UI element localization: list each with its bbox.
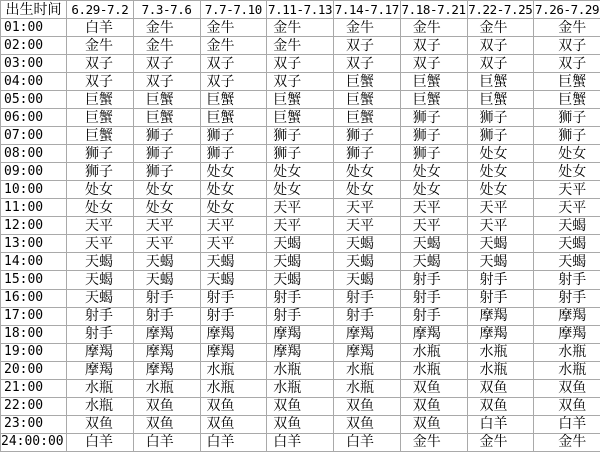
zodiac-sign-cell: 双鱼 <box>334 397 401 415</box>
zodiac-sign-cell: 射手 <box>467 271 534 289</box>
date-range-header: 6.29-7.2 <box>67 1 134 19</box>
zodiac-sign-cell: 狮子 <box>133 163 200 181</box>
table-row <box>1 19 600 37</box>
zodiac-sign-cell: 处女 <box>200 163 267 181</box>
zodiac-sign-cell: 射手 <box>400 307 467 325</box>
zodiac-sign-cell: 天平 <box>200 235 267 253</box>
zodiac-sign-cell: 摩羯 <box>334 325 401 343</box>
zodiac-sign-cell: 摩羯 <box>200 325 267 343</box>
zodiac-sign-cell: 白羊 <box>67 433 134 451</box>
birth-time-cell: 15:00 <box>1 271 67 289</box>
birth-time-cell: 08:00 <box>1 145 67 163</box>
birth-time-cell: 11:00 <box>1 199 67 217</box>
table-row <box>1 343 600 361</box>
zodiac-sign-cell: 水瓶 <box>400 361 467 379</box>
zodiac-sign-cell: 天平 <box>133 235 200 253</box>
zodiac-sign-cell: 狮子 <box>267 127 334 145</box>
zodiac-sign-cell: 天平 <box>534 199 600 217</box>
zodiac-sign-cell: 双子 <box>200 73 267 91</box>
zodiac-sign-cell: 狮子 <box>467 127 534 145</box>
zodiac-sign-cell: 处女 <box>67 181 134 199</box>
zodiac-sign-cell: 狮子 <box>200 145 267 163</box>
zodiac-sign-cell: 天蝎 <box>267 235 334 253</box>
zodiac-sign-cell: 天平 <box>400 199 467 217</box>
birth-time-cell: 03:00 <box>1 55 67 73</box>
zodiac-sign-cell: 双子 <box>467 37 534 55</box>
zodiac-sign-cell: 金牛 <box>267 37 334 55</box>
zodiac-sign-cell: 处女 <box>267 163 334 181</box>
table-row <box>1 217 600 235</box>
zodiac-sign-cell: 射手 <box>267 307 334 325</box>
table-row <box>1 307 600 325</box>
zodiac-sign-cell: 处女 <box>467 145 534 163</box>
birth-time-cell: 06:00 <box>1 109 67 127</box>
zodiac-sign-cell: 射手 <box>133 307 200 325</box>
zodiac-sign-cell: 狮子 <box>534 127 600 145</box>
zodiac-sign-cell: 双鱼 <box>534 397 600 415</box>
zodiac-sign-cell: 射手 <box>334 289 401 307</box>
header-row <box>1 1 600 19</box>
zodiac-sign-cell: 天蝎 <box>534 253 600 271</box>
zodiac-sign-cell: 摩羯 <box>133 325 200 343</box>
zodiac-sign-cell: 巨蟹 <box>467 91 534 109</box>
zodiac-sign-cell: 水瓶 <box>267 361 334 379</box>
zodiac-sign-cell: 天蝎 <box>267 271 334 289</box>
zodiac-sign-cell: 射手 <box>267 289 334 307</box>
table-row <box>1 379 600 397</box>
zodiac-sign-cell: 天蝎 <box>334 253 401 271</box>
birth-time-cell: 22:00 <box>1 397 67 415</box>
zodiac-sign-cell: 天平 <box>133 217 200 235</box>
zodiac-sign-cell: 天蝎 <box>267 253 334 271</box>
zodiac-sign-cell: 水瓶 <box>267 379 334 397</box>
zodiac-sign-cell: 水瓶 <box>534 343 600 361</box>
zodiac-sign-cell: 巨蟹 <box>200 91 267 109</box>
zodiac-sign-cell: 天平 <box>200 217 267 235</box>
zodiac-sign-cell: 射手 <box>133 289 200 307</box>
zodiac-sign-cell: 金牛 <box>467 19 534 37</box>
zodiac-sign-cell: 双鱼 <box>400 379 467 397</box>
table-row <box>1 271 600 289</box>
zodiac-sign-cell: 处女 <box>200 199 267 217</box>
zodiac-sign-cell: 射手 <box>534 289 600 307</box>
zodiac-sign-cell: 白羊 <box>334 433 401 451</box>
zodiac-sign-cell: 金牛 <box>200 19 267 37</box>
zodiac-sign-cell: 狮子 <box>67 163 134 181</box>
zodiac-sign-cell: 水瓶 <box>67 397 134 415</box>
zodiac-sign-cell: 处女 <box>400 181 467 199</box>
date-range-header: 7.3-7.6 <box>133 1 200 19</box>
table-row <box>1 289 600 307</box>
table-row <box>1 91 600 109</box>
zodiac-sign-cell: 金牛 <box>467 433 534 451</box>
zodiac-sign-cell: 天蝎 <box>67 271 134 289</box>
zodiac-sign-cell: 天平 <box>334 217 401 235</box>
zodiac-sign-cell: 巨蟹 <box>133 91 200 109</box>
birth-time-cell: 13:00 <box>1 235 67 253</box>
zodiac-sign-cell: 巨蟹 <box>200 109 267 127</box>
zodiac-sign-cell: 射手 <box>200 289 267 307</box>
zodiac-sign-cell: 处女 <box>200 181 267 199</box>
table-row <box>1 109 600 127</box>
zodiac-sign-cell: 水瓶 <box>200 379 267 397</box>
birth-time-cell: 02:00 <box>1 37 67 55</box>
zodiac-sign-cell: 双子 <box>133 55 200 73</box>
zodiac-sign-cell: 双子 <box>334 37 401 55</box>
zodiac-sign-cell: 处女 <box>133 181 200 199</box>
zodiac-sign-cell: 白羊 <box>534 415 600 433</box>
zodiac-sign-cell: 天蝎 <box>534 217 600 235</box>
zodiac-sign-cell: 处女 <box>334 181 401 199</box>
zodiac-sign-cell: 处女 <box>534 163 600 181</box>
zodiac-sign-cell: 天蝎 <box>133 253 200 271</box>
zodiac-sign-cell: 处女 <box>467 163 534 181</box>
zodiac-sign-cell: 水瓶 <box>400 343 467 361</box>
zodiac-sign-cell: 双子 <box>334 55 401 73</box>
birth-time-cell: 24:00:00 <box>1 433 67 451</box>
date-range-header: 7.14-7.17 <box>334 1 401 19</box>
zodiac-sign-cell: 巨蟹 <box>133 109 200 127</box>
zodiac-sign-cell: 摩羯 <box>534 325 600 343</box>
zodiac-sign-cell: 摩羯 <box>67 361 134 379</box>
zodiac-sign-cell: 狮子 <box>400 109 467 127</box>
birth-time-cell: 10:00 <box>1 181 67 199</box>
zodiac-sign-cell: 天蝎 <box>334 271 401 289</box>
zodiac-sign-cell: 摩羯 <box>534 307 600 325</box>
birth-time-cell: 14:00 <box>1 253 67 271</box>
zodiac-sign-cell: 射手 <box>200 307 267 325</box>
zodiac-sign-cell: 水瓶 <box>133 379 200 397</box>
table-body <box>1 19 600 452</box>
table-row <box>1 181 600 199</box>
zodiac-sign-cell: 摩羯 <box>400 325 467 343</box>
date-range-header: 7.11-7.13 <box>267 1 334 19</box>
zodiac-sign-cell: 狮子 <box>200 127 267 145</box>
zodiac-sign-cell: 白羊 <box>133 433 200 451</box>
date-range-header: 7.7-7.10 <box>200 1 267 19</box>
zodiac-sign-cell: 天蝎 <box>67 253 134 271</box>
zodiac-sign-cell: 摩羯 <box>267 325 334 343</box>
zodiac-sign-cell: 天平 <box>400 217 467 235</box>
table-row <box>1 163 600 181</box>
table-row <box>1 235 600 253</box>
zodiac-sign-cell: 巨蟹 <box>267 91 334 109</box>
birth-time-cell: 07:00 <box>1 127 67 145</box>
zodiac-sign-cell: 天蝎 <box>133 271 200 289</box>
table-row <box>1 253 600 271</box>
zodiac-sign-cell: 巨蟹 <box>467 73 534 91</box>
zodiac-sign-cell: 摩羯 <box>133 361 200 379</box>
zodiac-sign-cell: 水瓶 <box>67 379 134 397</box>
zodiac-sign-cell: 天蝎 <box>200 271 267 289</box>
birth-time-cell: 17:00 <box>1 307 67 325</box>
zodiac-sign-cell: 天蝎 <box>467 253 534 271</box>
zodiac-sign-cell: 天蝎 <box>334 235 401 253</box>
zodiac-sign-cell: 狮子 <box>400 145 467 163</box>
zodiac-sign-cell: 双子 <box>400 55 467 73</box>
zodiac-sign-cell: 金牛 <box>133 19 200 37</box>
zodiac-sign-cell: 巨蟹 <box>534 73 600 91</box>
zodiac-sign-cell: 天蝎 <box>67 289 134 307</box>
zodiac-sign-cell: 白羊 <box>467 415 534 433</box>
zodiac-sign-cell: 白羊 <box>67 19 134 37</box>
zodiac-sign-cell: 金牛 <box>400 19 467 37</box>
zodiac-sign-cell: 双子 <box>534 37 600 55</box>
zodiac-sign-cell: 双子 <box>200 55 267 73</box>
zodiac-sign-cell: 天平 <box>334 199 401 217</box>
zodiac-sign-cell: 摩羯 <box>467 307 534 325</box>
zodiac-sign-cell: 狮子 <box>534 109 600 127</box>
zodiac-sign-cell: 巨蟹 <box>334 109 401 127</box>
zodiac-sign-cell: 天蝎 <box>467 235 534 253</box>
zodiac-sign-cell: 射手 <box>334 307 401 325</box>
zodiac-sign-cell: 狮子 <box>67 145 134 163</box>
zodiac-sign-cell: 天平 <box>67 217 134 235</box>
birth-time-cell: 16:00 <box>1 289 67 307</box>
zodiac-sign-cell: 金牛 <box>200 37 267 55</box>
zodiac-sign-cell: 天平 <box>534 181 600 199</box>
table-row <box>1 73 600 91</box>
table-row <box>1 55 600 73</box>
birth-time-cell: 18:00 <box>1 325 67 343</box>
zodiac-sign-cell: 双鱼 <box>67 415 134 433</box>
zodiac-sign-cell: 处女 <box>267 181 334 199</box>
zodiac-sign-cell: 处女 <box>400 163 467 181</box>
zodiac-sign-cell: 狮子 <box>133 127 200 145</box>
zodiac-sign-cell: 天平 <box>267 199 334 217</box>
zodiac-sign-cell: 摩羯 <box>133 343 200 361</box>
table-row <box>1 145 600 163</box>
birth-time-header: 出生时间 <box>1 1 67 19</box>
zodiac-sign-cell: 双子 <box>267 73 334 91</box>
birth-time-cell: 12:00 <box>1 217 67 235</box>
zodiac-sign-cell: 摩羯 <box>67 343 134 361</box>
zodiac-sign-cell: 狮子 <box>400 127 467 145</box>
zodiac-sign-cell: 白羊 <box>200 433 267 451</box>
zodiac-sign-cell: 摩羯 <box>467 325 534 343</box>
zodiac-sign-cell: 双鱼 <box>267 397 334 415</box>
birth-time-cell: 01:00 <box>1 19 67 37</box>
zodiac-sign-cell: 双鱼 <box>133 415 200 433</box>
zodiac-sign-cell: 狮子 <box>133 145 200 163</box>
zodiac-sign-cell: 巨蟹 <box>400 91 467 109</box>
zodiac-sign-cell: 狮子 <box>334 127 401 145</box>
zodiac-sign-cell: 金牛 <box>67 37 134 55</box>
zodiac-sign-cell: 巨蟹 <box>67 91 134 109</box>
birth-time-cell: 09:00 <box>1 163 67 181</box>
zodiac-sign-cell: 巨蟹 <box>67 127 134 145</box>
zodiac-sign-cell: 巨蟹 <box>334 91 401 109</box>
zodiac-sign-cell: 双鱼 <box>133 397 200 415</box>
zodiac-sign-cell: 双鱼 <box>200 397 267 415</box>
zodiac-sign-cell: 天平 <box>467 199 534 217</box>
zodiac-sign-cell: 双子 <box>267 55 334 73</box>
zodiac-sign-cell: 双子 <box>400 37 467 55</box>
birth-time-cell: 04:00 <box>1 73 67 91</box>
zodiac-sign-cell: 双子 <box>133 73 200 91</box>
zodiac-sign-cell: 巨蟹 <box>67 109 134 127</box>
zodiac-sign-cell: 狮子 <box>467 109 534 127</box>
birth-time-cell: 19:00 <box>1 343 67 361</box>
zodiac-sign-cell: 摩羯 <box>200 343 267 361</box>
zodiac-sign-cell: 双鱼 <box>467 379 534 397</box>
table-row <box>1 127 600 145</box>
zodiac-sign-cell: 双鱼 <box>467 397 534 415</box>
zodiac-sign-cell: 处女 <box>67 199 134 217</box>
zodiac-sign-cell: 射手 <box>67 325 134 343</box>
birth-time-cell: 21:00 <box>1 379 67 397</box>
zodiac-sign-cell: 天蝎 <box>400 253 467 271</box>
zodiac-sign-cell: 水瓶 <box>200 361 267 379</box>
zodiac-sign-cell: 金牛 <box>534 433 600 451</box>
zodiac-sign-cell: 射手 <box>67 307 134 325</box>
zodiac-sign-cell: 巨蟹 <box>400 73 467 91</box>
zodiac-sign-cell: 双子 <box>67 73 134 91</box>
date-range-header: 7.22-7.25 <box>467 1 534 19</box>
zodiac-sign-cell: 巨蟹 <box>334 73 401 91</box>
zodiac-sign-cell: 摩羯 <box>267 343 334 361</box>
zodiac-sign-cell: 金牛 <box>534 19 600 37</box>
zodiac-sign-cell: 双子 <box>534 55 600 73</box>
zodiac-sign-cell: 双子 <box>467 55 534 73</box>
zodiac-sign-cell: 水瓶 <box>534 361 600 379</box>
table-row <box>1 325 600 343</box>
zodiac-sign-cell: 金牛 <box>267 19 334 37</box>
zodiac-sign-cell: 狮子 <box>334 145 401 163</box>
zodiac-sign-cell: 天平 <box>267 217 334 235</box>
birth-time-cell: 23:00 <box>1 415 67 433</box>
zodiac-sign-cell: 巨蟹 <box>534 91 600 109</box>
zodiac-sign-cell: 天蝎 <box>534 235 600 253</box>
zodiac-sign-cell: 天蝎 <box>200 253 267 271</box>
table-row <box>1 199 600 217</box>
zodiac-sign-cell: 天平 <box>67 235 134 253</box>
zodiac-sign-cell: 双鱼 <box>534 379 600 397</box>
zodiac-sign-cell: 狮子 <box>267 145 334 163</box>
birth-time-cell: 05:00 <box>1 91 67 109</box>
zodiac-sign-cell: 处女 <box>334 163 401 181</box>
zodiac-sign-cell: 摩羯 <box>334 343 401 361</box>
zodiac-sign-cell: 双鱼 <box>267 415 334 433</box>
zodiac-sign-cell: 水瓶 <box>467 361 534 379</box>
table-row <box>1 37 600 55</box>
zodiac-sign-cell: 射手 <box>400 289 467 307</box>
zodiac-sign-cell: 天蝎 <box>400 235 467 253</box>
zodiac-sign-cell: 水瓶 <box>334 379 401 397</box>
zodiac-sign-cell: 双子 <box>67 55 134 73</box>
zodiac-sign-cell: 射手 <box>467 289 534 307</box>
zodiac-sign-cell: 双鱼 <box>400 415 467 433</box>
zodiac-sign-cell: 射手 <box>400 271 467 289</box>
zodiac-sign-cell: 金牛 <box>133 37 200 55</box>
zodiac-sign-cell: 处女 <box>133 199 200 217</box>
birth-time-cell: 20:00 <box>1 361 67 379</box>
zodiac-sign-cell: 巨蟹 <box>267 109 334 127</box>
date-range-header: 7.18-7.21 <box>400 1 467 19</box>
zodiac-sign-cell: 水瓶 <box>334 361 401 379</box>
zodiac-sign-cell: 处女 <box>467 181 534 199</box>
table-row <box>1 397 600 415</box>
table-row <box>1 415 600 433</box>
zodiac-sign-cell: 双鱼 <box>334 415 401 433</box>
table-row <box>1 433 600 451</box>
zodiac-sign-cell: 白羊 <box>267 433 334 451</box>
zodiac-sign-cell: 水瓶 <box>467 343 534 361</box>
zodiac-sign-cell: 双鱼 <box>200 415 267 433</box>
table-row <box>1 361 600 379</box>
date-range-header: 7.26-7.29 <box>534 1 600 19</box>
zodiac-sign-cell: 天平 <box>467 217 534 235</box>
zodiac-sign-cell: 射手 <box>534 271 600 289</box>
zodiac-sign-cell: 处女 <box>534 145 600 163</box>
zodiac-sign-cell: 金牛 <box>334 19 401 37</box>
zodiac-sign-cell: 双鱼 <box>400 397 467 415</box>
zodiac-sign-cell: 金牛 <box>400 433 467 451</box>
